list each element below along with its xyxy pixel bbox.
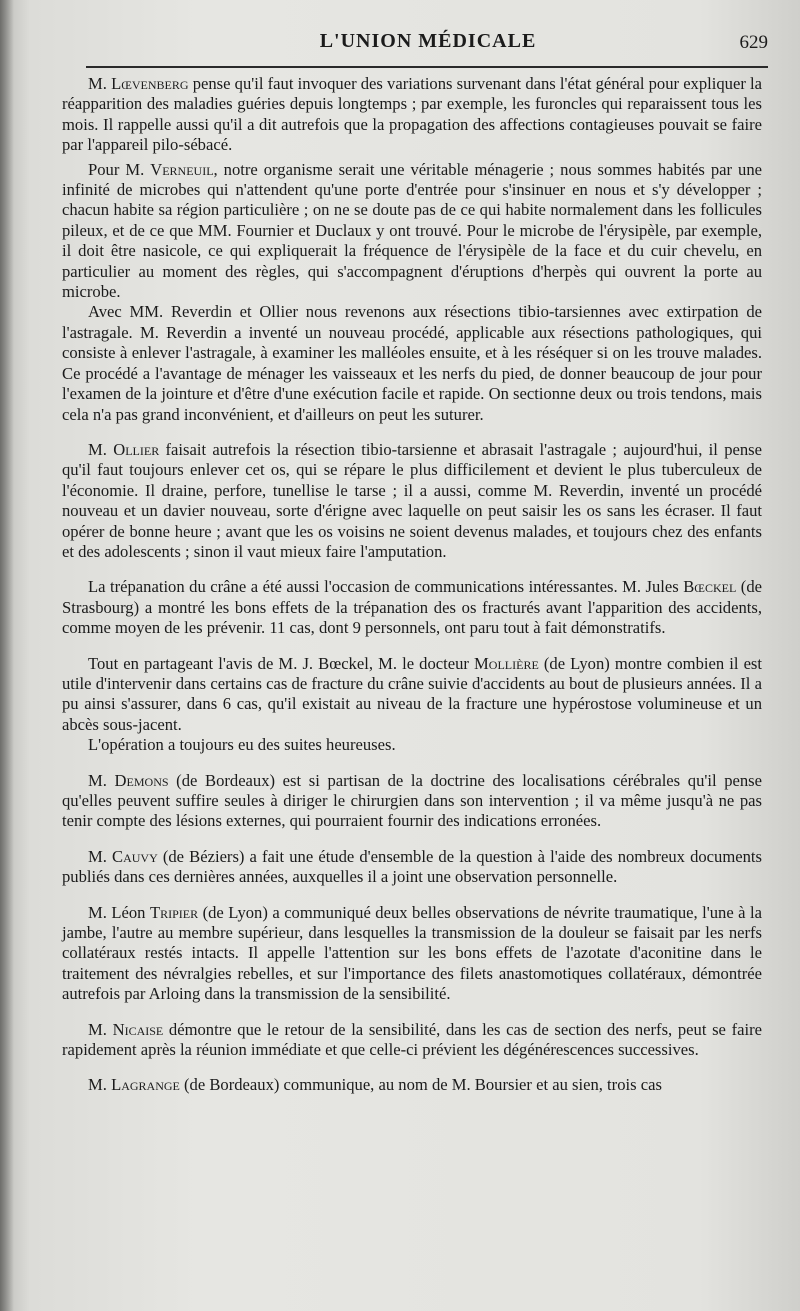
- para-text: Avec MM. Reverdin et Ollier nous revenons aux résections tibio-tarsiennes avec extirpation de l'astragale. M. Reverdin a inventé un nouveau procédé, applicable aux résections pathologiques, qui consiste à enlever l'astragale, à examiner les malléoles ensuite, et à les réséquer si on les trouve malades. Ce procédé a l'avantage de ménager les vaisseaux et les nerfs du pied, de donner beaucoup de jour pour l'examen de la jointure et d'être d'une exécution facile et rapide. On sectionne deux ou trois tendons, mais cela n'a pas grand inconvénient, et d'ailleurs on peut les suturer.: [62, 302, 762, 424]
- para-text: pense qu'il faut invoquer des variations survenant dans l'état général pour expliquer la réapparition des maladies guéries depuis longtemps ; par exemple, les furoncles qui reparaissent tous les mois. Il rappelle aussi qu'il a dit autrefois que la propagation des affections contagieuses pouvait se faire par l'appareil pilo-sébacé.: [62, 74, 762, 155]
- paragraph-lagrange: [62, 1075, 762, 1095]
- paragraph-verneuil: [62, 160, 762, 303]
- speaker-name: Bœckel: [683, 577, 737, 597]
- speaker-name: Mollière: [474, 653, 539, 673]
- paragraph-lowenberg: [62, 74, 762, 156]
- paragraph-operation: [62, 735, 762, 755]
- speaker-name: Ollier: [113, 439, 160, 459]
- binding-shadow: [0, 0, 14, 1311]
- para-text: , notre organisme serait une véritable ménagerie ; nous sommes habités par une infinité de microbes qui n'attendent qu'une porte d'entrée pour s'insinuer en nous et s'y développer ; chacun habite sa région particulière ; on ne se doute pas de ce qui habite normalement dans les follicules pileux, et de ce que MM. Fournier et Duclaux y ont trouvé. Pour le microbe de l'érysipèle, par exemple, il doit être nasicole, ce qui expliquerait la fréquence de l'érysipèle de la face et du cuir chevelu, en particulier au moment des règles, qui s'accompagnent d'éruptions d'herpès qui ouvrent la porte au microbe.: [62, 159, 762, 302]
- para-text: démontre que le retour de la sensibilité, dans les cas de section des nerfs, peut se faire rapidement après la réunion immédiate et que celle-ci prévient les dégénérescences successives.: [62, 1019, 762, 1060]
- para-prefix: Pour M.: [88, 159, 151, 179]
- speaker-name: Tripier: [149, 902, 199, 922]
- para-text: (de Lyon) montre combien il est utile d'intervenir dans certains cas de fracture du crâne suivie d'accidents au bout de plusieurs années. Il a pu ainsi s'assurer, dans 6 cas, qu'il existait au niveau de la fracture une hypérostose volumineuse et un abcès sous-jacent.: [62, 653, 763, 734]
- para-text: (de Strasbourg) a montré les bons effets de la trépanation des os fracturés avant l'apparition des accidents, comme moyen de les prévenir. 11 cas, dont 9 personnels, ont paru tout à fait démonstratifs.: [62, 577, 762, 638]
- paragraph-boeckel: [62, 577, 762, 638]
- paragraph-cauvy: [62, 847, 762, 888]
- speaker-name: Nicaise: [112, 1019, 164, 1039]
- speaker-name: Cauvy: [112, 846, 158, 866]
- paragraph-ollier: [62, 440, 762, 562]
- speaker-name: Verneuil: [150, 159, 214, 179]
- para-text: (de Lyon) a communiqué deux belles observations de névrite traumatique, l'une à la jambe, l'autre au membre supérieur, dans lesquelles la transmission de la douleur se faisait par les nerfs collatéraux restés intacts. Il appelle l'attention sur les bons effets de l'azotate d'aconitine dans le traitement des névralgies rebelles, et sur l'importance des filets anastomotiques collatéraux, démontrée autrefois par Arloing dans la transmission de la sensibilité.: [62, 902, 762, 1004]
- para-prefix: M.: [88, 439, 114, 459]
- speaker-name: Lœvenberg: [111, 74, 189, 93]
- paragraph-reverdin-ollier: [62, 302, 762, 424]
- para-prefix: M. Léon: [88, 902, 150, 922]
- para-text: (de Bordeaux) communique, au nom de M. Boursier et au sien, trois cas: [179, 1075, 662, 1095]
- paragraph-tripier: [62, 903, 762, 1005]
- para-prefix: La trépanation du crâne a été aussi l'occasion de communications intéressantes. M. Jules: [88, 577, 684, 597]
- para-prefix: M.: [88, 74, 112, 93]
- page-number: 629: [739, 32, 768, 53]
- paragraph-molliere: [62, 654, 762, 736]
- speaker-name: Demons: [114, 770, 169, 790]
- journal-title: L'UNION MÉDICALE: [319, 30, 537, 52]
- para-prefix: M.: [88, 770, 115, 790]
- para-text: (de Bordeaux) est si partisan de la doctrine des localisations cérébrales qu'il pense qu'elles peuvent suffire seules à diriger le chirurgien dans son intervention ; il va même jusqu'à ne pas tenir compte des lésions externes, qui pourraient fournir des indications erronées.: [62, 770, 762, 831]
- running-header: [88, 30, 768, 64]
- paragraph-nicaise: [62, 1020, 762, 1061]
- article-body: [62, 74, 762, 1096]
- para-text: L'opération a toujours eu des suites heureuses.: [88, 735, 396, 755]
- para-text: faisait autrefois la résection tibio-tarsienne et abrasait l'astragale ; aujourd'hui, il pense qu'il faut toujours enlever cet os, qui se répare le plus difficilement et devient le plus tuberculeux de l'économie. Il draine, perfore, tunellise le tarse ; il a aussi, comme M. Reverdin, inventé un procédé nouveau et un davier nouveau, sorte d'érigne avec laquelle on peut saisir les os sans les écraser. Il faut opérer de bonne heure ; avant que les os voisins ne soient devenus malades, et toujours chez des enfants et des adolescents ; sinon il vaut mieux faire l'amputation.: [62, 439, 762, 561]
- para-prefix: M.: [88, 1019, 113, 1039]
- para-text: (de Béziers) a fait une étude d'ensemble de la question à l'aide des nombreux documents publiés dans ces dernières années, auxquelles il a joint une observation personnelle.: [62, 846, 762, 887]
- paragraph-demons: [62, 771, 762, 832]
- para-prefix: Tout en partageant l'avis de M. J. Bœckel, M. le docteur: [88, 653, 475, 673]
- para-prefix: M.: [88, 846, 113, 866]
- header-rule: [86, 66, 768, 68]
- para-prefix: M.: [88, 1075, 112, 1095]
- speaker-name: Lagrange: [111, 1075, 180, 1095]
